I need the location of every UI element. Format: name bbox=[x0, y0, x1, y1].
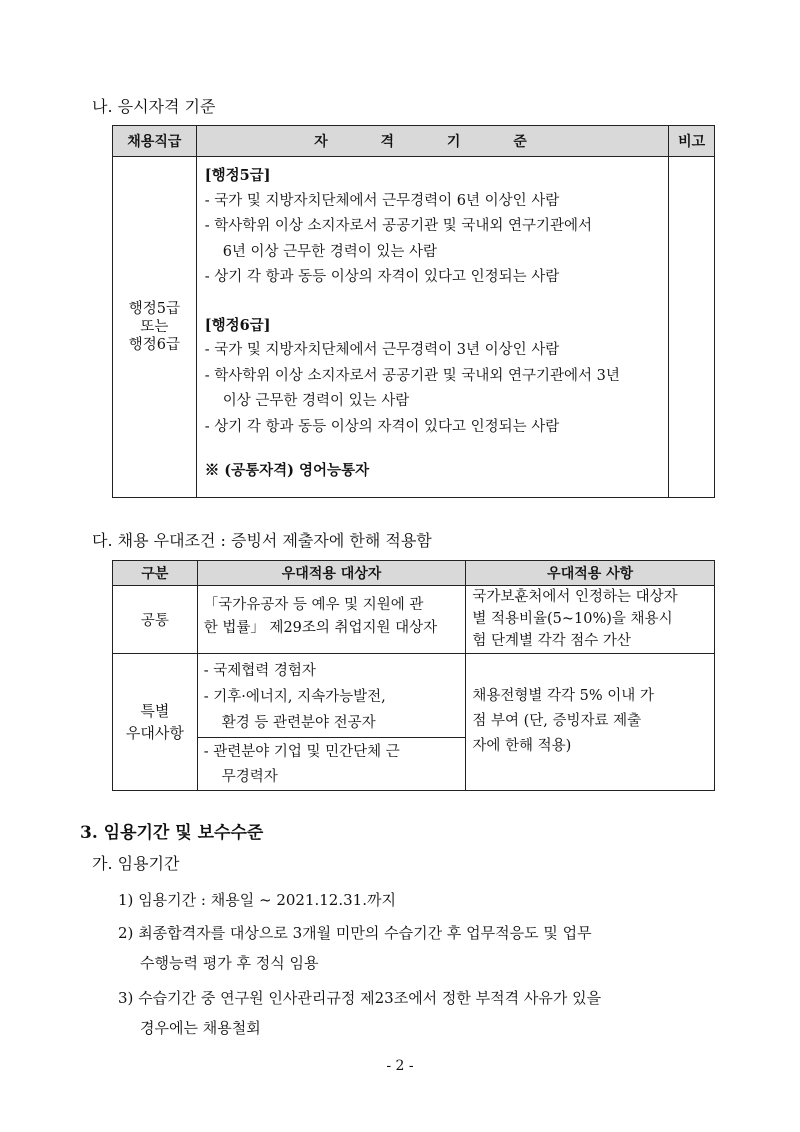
item-text: 수습기간 중 연구원 인사관리규정 제23조에서 정한 부적격 사유가 있을 bbox=[138, 989, 602, 1007]
detail-line: 채용전형별 각각 5% 이내 가 bbox=[472, 688, 654, 704]
list-item bbox=[118, 983, 601, 1043]
category-line: 특별 bbox=[140, 702, 170, 720]
target-line: 「국가유공자 등 예우 및 지원에 관 bbox=[203, 597, 424, 613]
header-detail: 우대적용 사항 bbox=[466, 561, 715, 586]
grade5-line: - 상기 각 항과 동등 이상의 자격이 있다고 인정되는 사람 bbox=[204, 269, 560, 285]
page-number: - 2 - bbox=[386, 1058, 414, 1074]
header-target: 우대적용 대상자 bbox=[197, 561, 466, 586]
item-text: 경우에는 채용철회 bbox=[140, 1019, 261, 1037]
grade5-heading: [행정5급] bbox=[204, 167, 271, 184]
section-title-preference: 다. 채용 우대조건 : 증빙서 제출자에 한해 적용함 bbox=[92, 531, 432, 550]
target-line: 한 법률」 제29조의 취업지원 대상자 bbox=[203, 620, 438, 636]
grade6-line: - 학사학위 이상 소지자로서 공공기관 및 국내외 연구기관에서 3년 bbox=[204, 367, 620, 384]
grade6-line: - 상기 각 항과 동등 이상의 자격이 있다고 인정되는 사람 bbox=[204, 418, 560, 435]
qualification-table bbox=[112, 125, 715, 498]
grade6-line: 이상 근무한 경력이 있는 사람 bbox=[222, 393, 410, 409]
remarks-cell bbox=[669, 157, 715, 498]
header-category: 구분 bbox=[113, 561, 198, 586]
criteria-cell bbox=[196, 157, 669, 498]
rank-cell bbox=[113, 157, 197, 498]
grade5-line: - 국가 및 지방자치단체에서 근무경력이 6년 이상인 사람 bbox=[204, 192, 560, 209]
category-line: 우대사항 bbox=[125, 724, 184, 742]
detail-line: 별 적용비율(5~10%)을 채용시 bbox=[472, 611, 673, 627]
target-special-a bbox=[197, 654, 466, 738]
section-title-appointment: 3. 임용기간 및 보수수준 bbox=[80, 823, 264, 843]
list-item bbox=[118, 885, 396, 915]
item-number: 2) bbox=[118, 924, 134, 942]
target-common bbox=[197, 586, 466, 654]
grade5-line: - 학사학위 이상 소지자로서 공공기관 및 국내외 연구기관에서 bbox=[204, 218, 593, 234]
category-common: 공통 bbox=[113, 586, 198, 654]
item-text: 임용기간 : 채용일 ~ 2021.12.31.까지 bbox=[138, 891, 396, 909]
target-line: - 관련분야 기업 및 민간단체 근 bbox=[203, 744, 400, 760]
preference-table bbox=[112, 560, 715, 791]
detail-line: 점 부여 (단, 증빙자료 제출 bbox=[472, 713, 642, 729]
grade5-line: 6년 이상 근무한 경력이 있는 사람 bbox=[222, 243, 438, 260]
list-item bbox=[118, 918, 592, 978]
grade6-line: - 국가 및 지방자치단체에서 근무경력이 3년 이상인 사람 bbox=[204, 342, 560, 358]
header-rank: 채용직급 bbox=[113, 126, 197, 157]
detail-line: 자에 한해 적용) bbox=[472, 738, 572, 754]
detail-line: 험 단계별 각각 점수 가산 bbox=[472, 633, 631, 649]
item-number: 3) bbox=[118, 989, 134, 1007]
subsection-title-period: 가. 임용기간 bbox=[92, 854, 180, 873]
rank-line: 행정6급 bbox=[128, 337, 180, 353]
item-text: 최종합격자를 대상으로 3개월 미만의 수습기간 후 업무적응도 및 업무 bbox=[138, 924, 592, 942]
target-special-b bbox=[197, 738, 466, 791]
target-line: 무경력자 bbox=[221, 769, 278, 785]
rank-line: 행정5급 bbox=[128, 301, 180, 317]
header-criteria: 자 격 기 준 bbox=[196, 126, 669, 157]
target-line: - 국제협력 경험자 bbox=[203, 663, 316, 679]
category-special bbox=[113, 654, 198, 791]
item-number: 1) bbox=[118, 891, 134, 909]
detail-common bbox=[466, 586, 715, 654]
common-qualification-note: ※ (공통자격) 영어능통자 bbox=[204, 462, 370, 479]
section-title-qualification: 나. 응시자격 기준 bbox=[92, 97, 216, 116]
header-remarks: 비고 bbox=[669, 126, 715, 157]
target-line: 환경 등 관련분야 전공자 bbox=[221, 715, 376, 731]
detail-special bbox=[466, 654, 715, 791]
target-line: - 기후·에너지, 지속가능발전, bbox=[203, 689, 386, 705]
rank-line: 또는 bbox=[140, 319, 169, 335]
grade6-heading: [행정6급] bbox=[204, 316, 271, 334]
item-text: 수행능력 평가 후 정식 임용 bbox=[140, 954, 319, 972]
detail-line: 국가보훈처에서 인정하는 대상자 bbox=[472, 589, 678, 605]
